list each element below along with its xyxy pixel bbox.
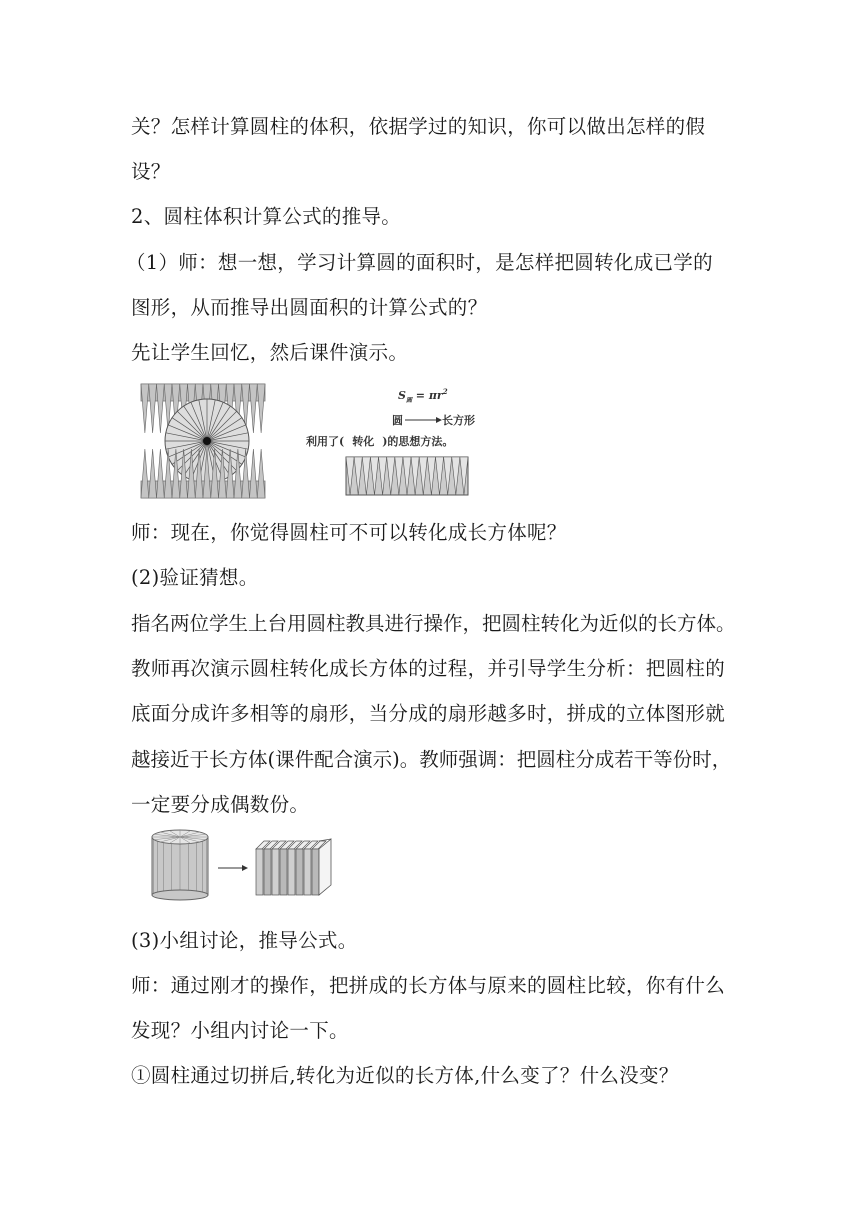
paragraph-line: 图形，从而推导出圆面积的计算公式的？ [131,296,488,319]
paragraph-line: ①圆柱通过切拼后,转化为近似的长方体,什么变了？什么没变？ [131,1064,679,1087]
paragraph-line: 师：通过刚才的操作，把拼成的长方体与原来的圆柱比较，你有什么 [131,974,726,997]
paragraph-line: 一定要分成偶数份。 [131,793,310,816]
paragraph-line: 先让学生回忆，然后课件演示。 [131,341,409,364]
cylinder-to-cuboid-figure [150,827,350,902]
paragraph-line: 关？怎样计算圆柱的体积，依据学过的知识，你可以做出怎样的假 [131,115,706,138]
circle-sectors-diagram [140,383,510,499]
section-heading: 2、圆柱体积计算公式的推导。 [131,205,402,228]
paragraph-line: 底面分成许多相等的扇形，当分成的扇形越多时，拼成的立体图形就 [131,702,726,725]
paragraph-line: 发现？小组内讨论一下。 [131,1019,349,1042]
paragraph-line: （1）师：想一想，学习计算圆的面积时，是怎样把圆转化成已学的 [126,251,713,274]
formula-text: $S_圆 = \pi r^2$ [398,387,448,404]
section-heading: (3)小组讨论，推导公式。 [131,929,358,952]
circle-to-rectangle-figure [140,383,510,499]
paragraph-line: 越接近于长方体(课件配合演示)。教师强调：把圆柱分成若干等份时， [131,748,732,771]
paragraph-line: 指名两位学生上台用圆柱教具进行操作，把圆柱转化为近似的长方体。 [131,612,736,635]
paragraph-line: 师：现在，你觉得圆柱可不可以转化成长方体呢？ [131,521,567,544]
paragraph-line: (2)验证猜想。 [131,566,259,589]
cylinder-cuboid-diagram [150,827,350,902]
arrow-from-label: 圆 [392,414,403,427]
arrow-to-label: 长方形 [442,414,475,427]
method-text: 利用了( 转化 )的思想方法。 [306,435,454,448]
paragraph-line: 教师再次演示圆柱转化成长方体的过程，并引导学生分析：把圆柱的 [131,657,726,680]
paragraph-line: 设？ [131,160,171,183]
